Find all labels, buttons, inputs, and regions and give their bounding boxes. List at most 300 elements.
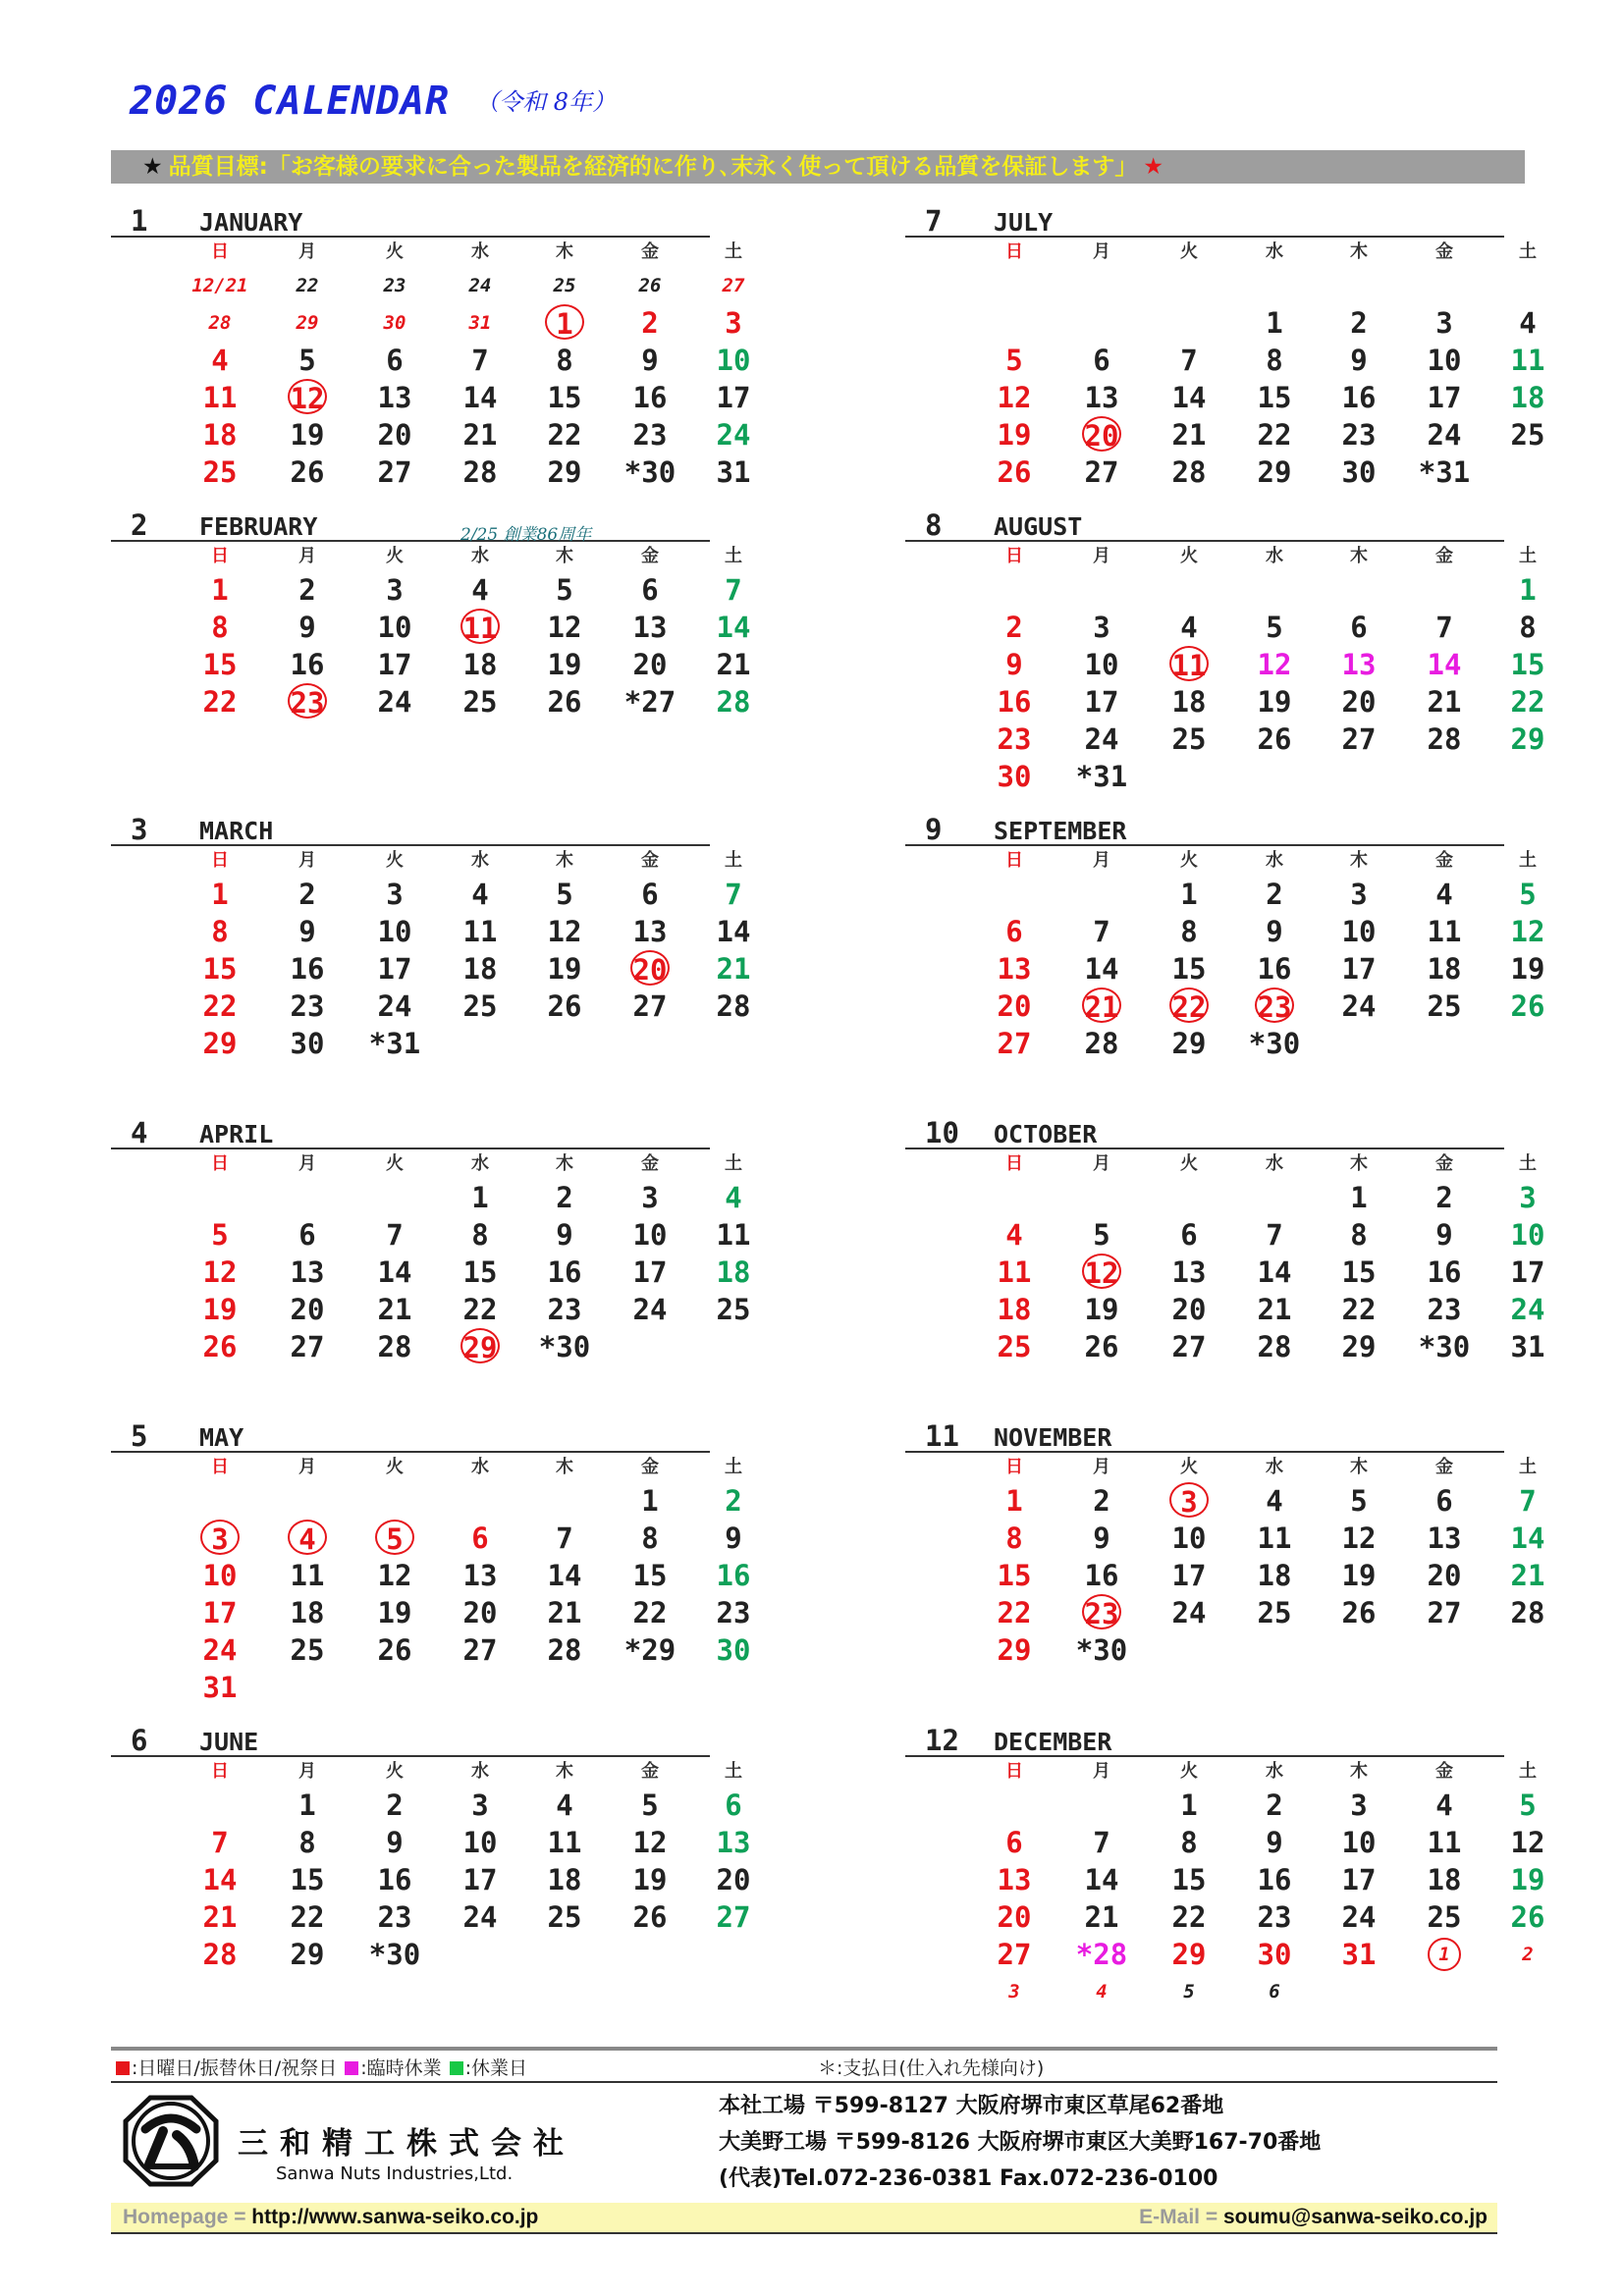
weekday-header: 水 <box>471 1457 489 1477</box>
day-cell <box>438 1787 522 1824</box>
day-number: 14 <box>462 381 498 414</box>
day-number: 8 <box>1266 344 1283 377</box>
day-cell <box>522 1557 607 1594</box>
weekday-header: 火 <box>386 241 404 262</box>
day-number: 24 <box>716 418 751 452</box>
day-cell <box>1147 1520 1231 1557</box>
day-number: 20 <box>997 989 1032 1023</box>
day-cell <box>1147 1328 1231 1365</box>
weekday-header: 金 <box>641 850 659 871</box>
day-number: 27 <box>462 1633 498 1667</box>
day-number: 14 <box>1084 1863 1119 1896</box>
day-number: 28 <box>462 455 498 489</box>
day-cell <box>1147 913 1231 950</box>
day-number: 26 <box>1257 722 1292 756</box>
day-cell <box>691 950 776 988</box>
day-cell <box>1486 379 1570 416</box>
day-number: 20 <box>1427 1559 1462 1592</box>
day-number: 4 <box>1005 1218 1023 1252</box>
day-number: 6 <box>725 1789 742 1822</box>
day-number: 2 <box>298 573 316 607</box>
month-september <box>905 811 1545 1060</box>
month-number: 5 <box>131 1419 148 1453</box>
day-cell <box>608 1520 692 1557</box>
day-number: 28 <box>716 685 751 719</box>
day-number: 24 <box>377 989 412 1023</box>
weekday-header: 土 <box>1519 241 1537 262</box>
day-cell <box>1486 646 1570 683</box>
day-number: 11 <box>290 1559 325 1592</box>
holiday-day-circled <box>522 304 607 342</box>
day-number: 24 <box>202 1633 238 1667</box>
day-cell <box>265 1787 350 1824</box>
day-cell <box>265 1936 350 1973</box>
holiday-day-circled <box>1059 1594 1144 1631</box>
day-cell <box>608 267 692 304</box>
day-cell <box>1317 1861 1401 1898</box>
day-cell <box>691 342 776 379</box>
day-number: 4 <box>1519 306 1537 340</box>
day-cell <box>691 1557 776 1594</box>
company-name-jp: 三和精工株式会社 <box>238 2126 575 2162</box>
day-cell <box>1147 1025 1231 1062</box>
day-number: 8 <box>298 1826 316 1859</box>
day-number: 30 <box>997 760 1032 793</box>
day-number: 23 <box>1427 1293 1462 1326</box>
day-number: 10 <box>1171 1522 1207 1555</box>
weekday-header: 木 <box>1350 1153 1368 1174</box>
day-number: 5 <box>1350 1484 1368 1518</box>
day-cell <box>1059 1631 1144 1669</box>
day-number: 10 <box>1510 1218 1545 1252</box>
day-number: 13 <box>1341 648 1377 681</box>
day-cell <box>178 416 262 454</box>
day-cell <box>522 1861 607 1898</box>
day-number: 6 <box>471 1522 489 1555</box>
day-cell <box>352 1594 437 1631</box>
day-number: 21 <box>1427 685 1462 719</box>
day-number: *30 <box>1075 1633 1128 1667</box>
day-cell <box>352 609 437 646</box>
weekday-header: 土 <box>725 1761 742 1782</box>
weekday-header: 金 <box>641 1457 659 1477</box>
day-cell <box>691 304 776 342</box>
day-cell <box>178 1824 262 1861</box>
weekday-header: 水 <box>1266 850 1283 871</box>
month-header <box>905 507 1504 542</box>
day-number: 13 <box>1171 1255 1207 1289</box>
day-number: 24 <box>468 275 492 296</box>
weekday-header: 土 <box>725 1153 742 1174</box>
day-cell <box>1317 1328 1401 1365</box>
day-number: 7 <box>1519 1484 1537 1518</box>
day-number: 15 <box>632 1559 668 1592</box>
day-cell <box>972 1216 1056 1254</box>
day-cell <box>178 1936 262 1973</box>
day-cell <box>265 1328 350 1365</box>
day-cell <box>1486 721 1570 758</box>
day-cell <box>1317 876 1401 913</box>
holiday-day-circled <box>1147 1482 1231 1520</box>
day-cell <box>1317 416 1401 454</box>
day-number: 23 <box>997 722 1032 756</box>
day-number: 12 <box>1257 648 1292 681</box>
day-number: 15 <box>1171 952 1207 986</box>
day-number: 19 <box>1084 1293 1119 1326</box>
day-number: 19 <box>997 418 1032 452</box>
day-number: 7 <box>1435 611 1453 644</box>
day-number: 8 <box>1180 1826 1198 1859</box>
day-cell <box>691 876 776 913</box>
day-number: 15 <box>202 648 238 681</box>
day-cell <box>608 342 692 379</box>
day-cell <box>1486 913 1570 950</box>
month-number: 8 <box>925 508 943 542</box>
day-cell <box>1317 1824 1401 1861</box>
day-cell <box>352 988 437 1025</box>
day-number: 27 <box>997 1027 1032 1060</box>
day-number: 9 <box>1350 344 1368 377</box>
month-header <box>111 1114 710 1149</box>
day-cell <box>522 1824 607 1861</box>
day-cell <box>522 988 607 1025</box>
day-cell <box>352 1861 437 1898</box>
day-cell <box>691 416 776 454</box>
day-cell <box>1059 721 1144 758</box>
day-cell <box>972 683 1056 721</box>
day-number: 18 <box>1171 685 1207 719</box>
day-cell <box>1059 342 1144 379</box>
day-number: 17 <box>1510 1255 1545 1289</box>
day-cell <box>438 267 522 304</box>
day-cell <box>522 1254 607 1291</box>
weekday-header: 月 <box>1093 850 1110 871</box>
day-cell <box>265 1557 350 1594</box>
day-cell <box>608 454 692 491</box>
month-february <box>111 507 751 720</box>
day-number: 29 <box>460 1328 500 1363</box>
day-cell <box>1059 950 1144 988</box>
day-number: 20 <box>1171 1293 1207 1326</box>
day-cell <box>608 1254 692 1291</box>
day-cell <box>1486 950 1570 988</box>
day-cell <box>1147 1824 1231 1861</box>
day-cell <box>522 1216 607 1254</box>
day-cell <box>972 913 1056 950</box>
day-cell <box>178 609 262 646</box>
day-cell <box>352 646 437 683</box>
day-number: 30 <box>1341 455 1377 489</box>
weekday-header: 土 <box>1519 1457 1537 1477</box>
day-cell <box>265 1898 350 1936</box>
day-number: 5 <box>1519 878 1537 911</box>
day-cell <box>972 1936 1056 1973</box>
weekday-header: 水 <box>1266 1761 1283 1782</box>
day-cell <box>352 342 437 379</box>
day-cell <box>1402 609 1487 646</box>
day-number: 5 <box>375 1520 414 1555</box>
weekday-header: 金 <box>1435 546 1453 566</box>
day-cell <box>438 913 522 950</box>
month-march <box>111 811 751 1060</box>
day-cell <box>608 1787 692 1824</box>
day-number: *31 <box>368 1027 421 1060</box>
day-number: 5 <box>556 878 573 911</box>
day-number: 7 <box>471 344 489 377</box>
day-cell <box>438 1179 522 1216</box>
day-cell <box>691 1787 776 1824</box>
day-cell <box>1147 1898 1231 1936</box>
day-cell <box>1059 1898 1144 1936</box>
day-cell <box>178 1594 262 1631</box>
day-cell <box>1147 416 1231 454</box>
weekday-header: 木 <box>556 241 573 262</box>
day-number: 26 <box>1510 1900 1545 1934</box>
day-cell <box>1059 1482 1144 1520</box>
day-cell <box>1317 1594 1401 1631</box>
day-cell <box>608 913 692 950</box>
day-number: 25 <box>202 455 238 489</box>
day-cell <box>265 1254 350 1291</box>
weekday-header: 金 <box>1435 1153 1453 1174</box>
day-cell <box>608 609 692 646</box>
day-number: 10 <box>716 344 751 377</box>
day-number: 4 <box>1266 1484 1283 1518</box>
company-logo <box>122 2092 220 2190</box>
email-label: E-Mail = <box>1139 2206 1223 2228</box>
day-cell <box>438 1898 522 1936</box>
day-number: 21 <box>1171 418 1207 452</box>
email-link[interactable]: soumu@sanwa-seiko.co.jp <box>1222 2206 1488 2228</box>
day-cell <box>522 1179 607 1216</box>
day-cell <box>178 454 262 491</box>
day-cell <box>1232 416 1317 454</box>
day-cell <box>1486 304 1570 342</box>
day-number: 19 <box>547 952 582 986</box>
weekday-header: 月 <box>298 1153 316 1174</box>
day-number: 19 <box>1510 952 1545 986</box>
address-head-office: 本社工場 〒599-8127 大阪府堺市東区草尾62番地 <box>719 2094 1224 2118</box>
day-number: 5 <box>1519 1789 1537 1822</box>
day-number: 18 <box>462 952 498 986</box>
day-cell <box>438 379 522 416</box>
day-number: 18 <box>1257 1559 1292 1592</box>
day-number: *28 <box>1075 1938 1128 1971</box>
month-name: JULY <box>994 208 1054 237</box>
day-cell <box>522 1787 607 1824</box>
day-cell <box>1402 416 1487 454</box>
day-number: 2 <box>1093 1484 1110 1518</box>
day-cell <box>1317 1179 1401 1216</box>
day-cell <box>1486 1861 1570 1898</box>
holiday-day-circled <box>438 1328 522 1365</box>
day-number: 27 <box>716 1900 751 1934</box>
day-number: 1 <box>545 304 584 340</box>
day-number: 18 <box>547 1863 582 1896</box>
day-number: 11 <box>202 381 238 414</box>
day-cell <box>265 267 350 304</box>
day-number: 8 <box>1519 611 1537 644</box>
day-number: 5 <box>1183 1981 1195 2002</box>
day-cell <box>178 1557 262 1594</box>
day-number: 7 <box>556 1522 573 1555</box>
day-number: 14 <box>202 1863 238 1896</box>
day-number: 14 <box>1084 952 1119 986</box>
day-number: 20 <box>290 1293 325 1326</box>
day-cell <box>1402 1328 1487 1365</box>
day-number: 29 <box>296 312 319 334</box>
legend <box>116 2054 527 2080</box>
day-number: 27 <box>1171 1330 1207 1363</box>
weekday-header: 金 <box>1435 241 1453 262</box>
day-cell <box>438 646 522 683</box>
day-number: 25 <box>290 1633 325 1667</box>
day-number: 28 <box>377 1330 412 1363</box>
day-cell <box>1402 1291 1487 1328</box>
day-cell <box>1232 342 1317 379</box>
day-number: 17 <box>462 1863 498 1896</box>
day-number: 8 <box>471 1218 489 1252</box>
day-number: 30 <box>1257 1938 1292 1971</box>
month-june <box>111 1722 751 1971</box>
day-cell <box>1402 1482 1487 1520</box>
day-number: 26 <box>290 455 325 489</box>
day-number: 20 <box>1341 685 1377 719</box>
weekday-header: 月 <box>1093 241 1110 262</box>
homepage-link[interactable]: http://www.sanwa-seiko.co.jp <box>251 2206 539 2228</box>
day-number: 26 <box>377 1633 412 1667</box>
day-cell <box>1147 950 1231 988</box>
day-cell <box>438 1631 522 1669</box>
day-cell <box>608 1482 692 1520</box>
day-cell <box>1486 1824 1570 1861</box>
weekday-header: 水 <box>471 241 489 262</box>
holiday-day-circled <box>608 950 692 988</box>
day-number: 1 <box>1519 573 1537 607</box>
day-cell <box>1147 683 1231 721</box>
holiday-day-circled <box>265 1520 350 1557</box>
day-number: 13 <box>1084 381 1119 414</box>
weekday-header: 火 <box>1180 241 1198 262</box>
day-number: 30 <box>383 312 406 334</box>
weekday-header: 火 <box>386 1153 404 1174</box>
day-number: 16 <box>632 381 668 414</box>
day-number: 8 <box>1005 1522 1023 1555</box>
day-cell <box>1317 683 1401 721</box>
weekday-header: 日 <box>1005 1153 1023 1174</box>
day-number: 1 <box>641 1484 659 1518</box>
day-number: 21 <box>1510 1559 1545 1592</box>
day-cell <box>608 1291 692 1328</box>
day-number: 16 <box>1341 381 1377 414</box>
title-text: 2026 CALENDAR <box>130 79 451 124</box>
day-cell <box>691 913 776 950</box>
day-cell <box>265 609 350 646</box>
weekday-header: 木 <box>1350 241 1368 262</box>
day-number: 19 <box>290 418 325 452</box>
day-number: 26 <box>1084 1330 1119 1363</box>
day-cell <box>608 304 692 342</box>
day-cell <box>1232 1520 1317 1557</box>
day-cell <box>1402 683 1487 721</box>
day-number: 15 <box>202 952 238 986</box>
day-cell <box>608 416 692 454</box>
day-number: 3 <box>386 573 404 607</box>
day-cell <box>352 876 437 913</box>
day-number: 11 <box>1169 646 1209 681</box>
day-cell <box>178 683 262 721</box>
weekday-header: 月 <box>298 546 316 566</box>
day-cell <box>1147 1291 1231 1328</box>
day-number: 17 <box>1341 952 1377 986</box>
day-cell <box>352 683 437 721</box>
month-number: 6 <box>131 1724 148 1757</box>
weekday-header: 水 <box>1266 1457 1283 1477</box>
day-number: 7 <box>1093 915 1110 948</box>
month-name: SEPTEMBER <box>994 817 1127 845</box>
day-number: 29 <box>997 1633 1032 1667</box>
day-number: 1 <box>1266 306 1283 340</box>
day-cell <box>1059 1328 1144 1365</box>
day-number: 18 <box>1427 952 1462 986</box>
day-cell <box>352 1787 437 1824</box>
month-name: AUGUST <box>994 512 1083 541</box>
weekday-header: 月 <box>1093 546 1110 566</box>
day-cell <box>1317 1216 1401 1254</box>
day-number: 26 <box>997 455 1032 489</box>
day-cell <box>1059 1520 1144 1557</box>
day-number: 4 <box>1180 611 1198 644</box>
day-cell <box>522 950 607 988</box>
day-number: 16 <box>1257 952 1292 986</box>
day-cell <box>1317 1291 1401 1328</box>
day-cell <box>438 1291 522 1328</box>
day-number: 28 <box>1084 1027 1119 1060</box>
day-cell <box>1486 1557 1570 1594</box>
day-number: 20 <box>997 1900 1032 1934</box>
day-cell <box>522 646 607 683</box>
day-cell <box>1402 1787 1487 1824</box>
day-cell <box>1402 646 1487 683</box>
day-number: 22 <box>1341 1293 1377 1326</box>
weekday-header: 日 <box>1005 1761 1023 1782</box>
day-number: 21 <box>202 1900 238 1934</box>
day-number: 23 <box>1257 1900 1292 1934</box>
day-cell <box>352 1557 437 1594</box>
day-number: 23 <box>716 1596 751 1629</box>
day-number: 28 <box>1427 722 1462 756</box>
day-cell <box>1059 379 1144 416</box>
day-cell <box>1232 609 1317 646</box>
holiday-day-circled <box>1059 1254 1144 1291</box>
day-cell <box>352 304 437 342</box>
day-number: 6 <box>1180 1218 1198 1252</box>
day-cell <box>438 304 522 342</box>
day-number: 13 <box>1427 1522 1462 1555</box>
day-cell <box>522 571 607 609</box>
weekday-header: 土 <box>725 546 742 566</box>
day-cell <box>1147 1594 1231 1631</box>
day-number: 16 <box>1257 1863 1292 1896</box>
day-number: 15 <box>462 1255 498 1289</box>
day-cell <box>352 1025 437 1062</box>
day-cell <box>1402 1557 1487 1594</box>
weekday-header: 日 <box>1005 241 1023 262</box>
day-cell <box>1317 988 1401 1025</box>
day-cell <box>608 1594 692 1631</box>
day-cell <box>522 913 607 950</box>
weekday-header: 土 <box>1519 1153 1537 1174</box>
